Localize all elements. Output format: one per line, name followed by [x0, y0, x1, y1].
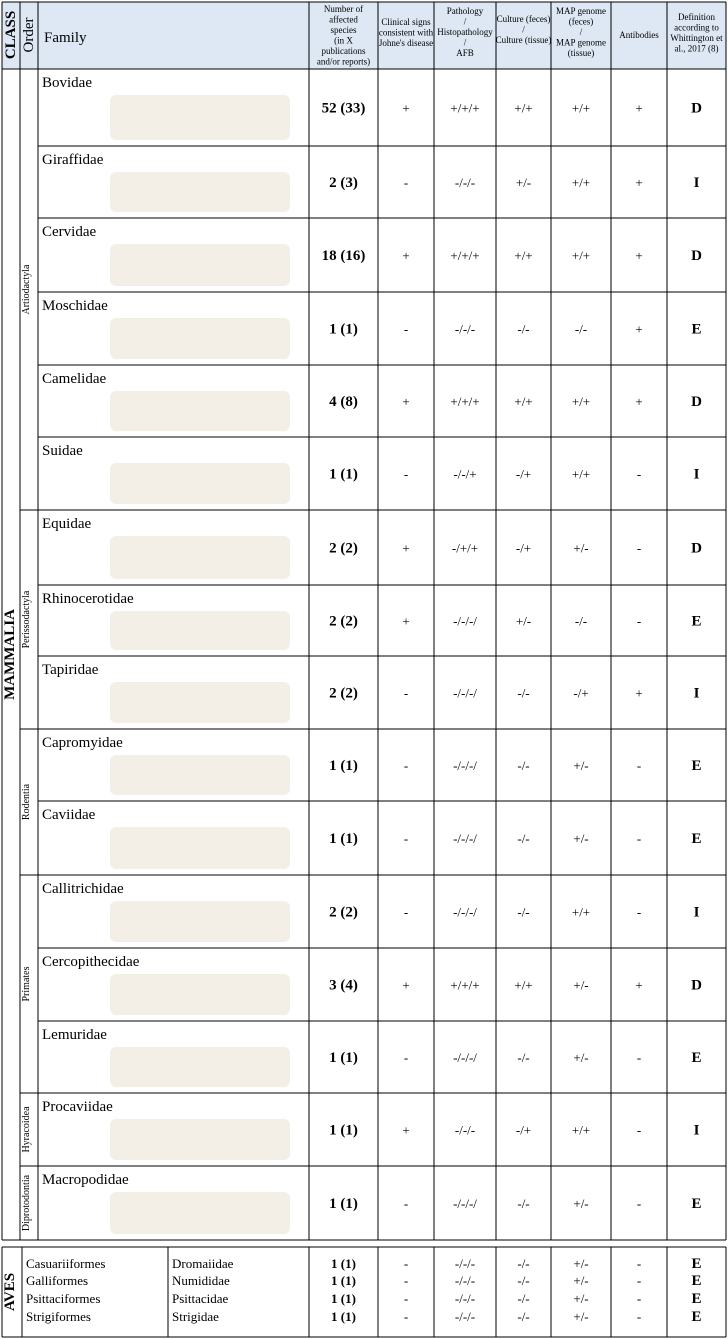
header-antibodies: Antibodies — [619, 30, 659, 40]
cell-pathology: -/-/-/ — [453, 904, 477, 920]
header-order-label: Order — [21, 17, 37, 53]
cell-culture: +/+ — [514, 100, 533, 116]
cell-pathology: -/-/-/ — [453, 758, 477, 773]
cell-map: +/- — [573, 540, 589, 556]
cell-culture: -/- — [517, 321, 530, 337]
cell-map: +/+ — [571, 394, 591, 409]
cell-definition: E — [691, 1050, 702, 1066]
order-label: Perissodactyla — [21, 590, 32, 649]
aves-cell-number: 1 (1) — [331, 1256, 356, 1271]
cell-number: 1 (1) — [329, 1122, 358, 1139]
cell-culture: -/+ — [515, 1122, 532, 1138]
cell-clinical: - — [403, 1050, 409, 1065]
cell-map: +/+ — [571, 100, 591, 116]
aves-cell-culture: -/- — [517, 1309, 530, 1324]
header-pathology-line: Pathology — [446, 6, 484, 16]
cell-number: 4 (8) — [329, 394, 358, 410]
cell-pathology: -/-/+ — [453, 466, 477, 482]
cell-culture: +/- — [515, 175, 532, 190]
cell-map: +/- — [573, 1050, 589, 1065]
cell-definition: E — [691, 321, 702, 338]
cell-antibodies: + — [635, 175, 643, 190]
aves-order: Casuariiformes — [26, 1256, 106, 1271]
family-name: Suidae — [42, 443, 83, 459]
aves-cell-definition: E — [691, 1309, 702, 1325]
aves-family: Psittacidae — [172, 1291, 229, 1306]
aves-cell-pathology: -/-/- — [454, 1256, 476, 1271]
header-class-label: CLASS — [3, 10, 19, 60]
cell-pathology: +/+/+ — [450, 394, 480, 409]
aves-cell-map: +/- — [573, 1309, 589, 1324]
cell-clinical: + — [402, 540, 410, 556]
cell-antibodies: + — [635, 394, 643, 409]
cell-definition: I — [693, 685, 700, 702]
cell-pathology: -/-/-/ — [453, 831, 477, 846]
header-family-label: Family — [44, 30, 87, 46]
family-name: Bovidae — [42, 75, 92, 91]
header-culture-line: Culture (tissue) — [495, 35, 552, 45]
cell-clinical: - — [403, 758, 409, 773]
cell-definition: D — [691, 394, 702, 410]
cell-map: -/+ — [573, 685, 589, 701]
cell-number: 1 (1) — [329, 758, 358, 774]
animal-illustration — [110, 318, 290, 359]
cell-antibodies: - — [636, 758, 642, 773]
cell-clinical: - — [403, 1196, 409, 1211]
family-name: Cercopithecidae — [42, 954, 140, 970]
cell-pathology: -/-/- — [454, 321, 476, 337]
aves-family: Strigidae — [172, 1309, 219, 1324]
cell-number: 1 (1) — [329, 1050, 358, 1066]
animal-illustration — [110, 682, 290, 723]
cell-map: +/- — [573, 1196, 589, 1211]
family-name: Procaviidae — [42, 1099, 113, 1115]
cell-definition: D — [691, 100, 702, 117]
order-label: Rodentia — [21, 783, 32, 821]
cell-definition: D — [691, 977, 702, 994]
cell-culture: -/- — [517, 1050, 530, 1065]
animal-illustration — [110, 391, 290, 431]
header-pathology-line: / — [463, 16, 467, 27]
cell-pathology: -/+/+ — [451, 540, 479, 556]
header-definition-line: according to — [674, 22, 719, 33]
cell-definition: I — [693, 1122, 700, 1139]
cell-number: 2 (3) — [329, 175, 358, 191]
cell-number: 1 (1) — [329, 1196, 358, 1212]
cell-antibodies: - — [636, 1196, 642, 1211]
cell-map: +/- — [573, 831, 589, 846]
cell-definition: D — [691, 248, 702, 264]
family-name: Tapiridae — [42, 662, 99, 678]
header-pathology-line: AFB — [456, 48, 474, 58]
aves-order: Galliformes — [26, 1273, 89, 1288]
animal-illustration — [110, 827, 290, 869]
aves-cell-antibodies: - — [636, 1256, 642, 1271]
class-label-mammalia: MAMMALIA — [2, 609, 18, 700]
header-number-line: Number of — [323, 4, 364, 14]
cell-culture: -/- — [517, 1196, 530, 1211]
cell-clinical: + — [402, 977, 410, 993]
cell-pathology: +/+/+ — [450, 977, 480, 993]
cell-clinical: - — [403, 831, 409, 846]
family-name: Callitrichidae — [42, 881, 124, 897]
cell-map: +/+ — [571, 904, 591, 920]
animal-illustration — [110, 172, 290, 212]
cell-pathology: -/-/- — [454, 175, 476, 190]
cell-definition: I — [693, 904, 700, 921]
aves-cell-number: 1 (1) — [331, 1291, 356, 1306]
cell-culture: -/- — [517, 758, 530, 773]
cell-number: 2 (2) — [329, 685, 358, 702]
cell-antibodies: - — [636, 540, 642, 556]
cell-clinical: + — [402, 248, 410, 263]
cell-map: +/+ — [571, 466, 591, 482]
aves-cell-pathology: -/-/- — [454, 1309, 476, 1324]
family-name: Moschidae — [42, 298, 108, 314]
aves-cell-definition: E — [691, 1273, 702, 1289]
cell-antibodies: + — [635, 977, 643, 993]
family-name: Giraffidae — [42, 152, 104, 168]
cell-definition: E — [691, 758, 702, 774]
header-culture-line: / — [522, 24, 525, 35]
cell-map: +/+ — [571, 248, 591, 263]
animal-illustration — [110, 611, 290, 650]
header-number-line: publications — [321, 46, 366, 56]
aves-cell-antibodies: - — [636, 1309, 642, 1324]
aves-cell-clinical: - — [403, 1256, 409, 1271]
cell-map: -/- — [574, 321, 588, 337]
header-number-line: species — [330, 25, 357, 35]
aves-cell-map: +/- — [573, 1256, 589, 1271]
animal-illustration — [110, 463, 290, 504]
cell-pathology: -/-/-/ — [453, 1196, 477, 1211]
cell-number: 2 (2) — [329, 613, 358, 630]
order-label: Diprotodontia — [21, 1174, 32, 1232]
header-map-line: (feces) — [568, 16, 594, 27]
aves-cell-antibodies: - — [636, 1273, 642, 1288]
cell-culture: -/+ — [515, 540, 532, 556]
order-label: Hyracoidea — [21, 1106, 32, 1153]
cell-pathology: +/+/+ — [450, 100, 480, 116]
cell-clinical: - — [403, 904, 409, 920]
family-name: Lemuridae — [42, 1027, 107, 1043]
aves-cell-culture: -/- — [517, 1291, 530, 1306]
aves-cell-definition: E — [691, 1291, 702, 1307]
animal-illustration — [110, 95, 290, 140]
cell-pathology: +/+/+ — [450, 248, 480, 263]
cell-pathology: -/-/-/ — [453, 613, 477, 629]
header-map-line: MAP genome — [556, 37, 606, 48]
aves-order: Psittaciformes — [26, 1291, 101, 1306]
cell-definition: I — [693, 466, 700, 483]
animal-illustration — [110, 1047, 290, 1087]
cell-antibodies: + — [635, 321, 643, 337]
aves-cell-pathology: -/-/- — [454, 1291, 476, 1306]
header-number-line: (in X — [334, 35, 353, 46]
cell-map: +/+ — [571, 175, 591, 190]
family-name: Cervidae — [42, 224, 97, 240]
cell-antibodies: + — [635, 248, 643, 263]
family-name: Capromyidae — [42, 735, 123, 751]
cell-map: +/- — [573, 977, 589, 993]
aves-cell-map: +/- — [573, 1273, 589, 1288]
class-label-aves: AVES — [2, 1272, 18, 1312]
order-label: Primates — [21, 966, 32, 1002]
header-pathology-line: Histopathology — [437, 27, 493, 37]
cell-map: +/- — [573, 758, 589, 773]
header-clinical-line: Johne's disease — [378, 38, 434, 48]
header-number-line: and/or reports) — [316, 56, 371, 67]
cell-antibodies: - — [636, 831, 642, 846]
cell-definition: E — [691, 1196, 702, 1212]
cell-pathology: -/-/- — [454, 1122, 476, 1138]
header-pathology-line: / — [463, 37, 467, 48]
cell-clinical: - — [403, 175, 409, 190]
cell-pathology: -/-/-/ — [453, 685, 477, 701]
header-definition-line: Definition — [678, 12, 715, 22]
cell-clinical: + — [402, 613, 410, 629]
cell-number: 2 (2) — [329, 540, 358, 557]
cell-clinical: - — [403, 685, 409, 701]
cell-culture: -/- — [517, 685, 530, 701]
cell-antibodies: - — [636, 1122, 642, 1138]
animal-illustration — [110, 755, 290, 795]
family-name: Caviidae — [42, 807, 96, 823]
cell-antibodies: + — [635, 100, 643, 116]
cell-pathology: -/-/-/ — [453, 1050, 477, 1065]
cell-antibodies: - — [636, 613, 642, 629]
cell-clinical: - — [403, 466, 409, 482]
cell-antibodies: - — [636, 1050, 642, 1065]
family-name: Equidae — [42, 516, 92, 532]
cell-map: -/- — [574, 613, 588, 629]
aves-cell-culture: -/- — [517, 1256, 530, 1271]
cell-number: 18 (16) — [321, 248, 366, 264]
cell-culture: +/+ — [514, 394, 533, 409]
aves-cell-number: 1 (1) — [331, 1273, 356, 1288]
cell-number: 1 (1) — [329, 321, 358, 338]
animal-illustration — [110, 536, 290, 579]
cell-culture: +/+ — [514, 977, 533, 993]
cell-definition: I — [693, 175, 700, 191]
aves-cell-pathology: -/-/- — [454, 1273, 476, 1288]
cell-culture: -/- — [517, 904, 530, 920]
animal-illustration — [110, 244, 290, 286]
aves-cell-map: +/- — [573, 1291, 589, 1306]
header-definition-line: al., 2017 (8) — [674, 43, 719, 54]
header-map-line: / — [579, 27, 583, 37]
family-name: Camelidae — [42, 371, 107, 387]
family-name: Macropodidae — [42, 1172, 129, 1188]
order-label: Artiodactyla — [21, 264, 32, 315]
animal-illustration — [110, 1192, 290, 1234]
header-culture-line: Culture (feces) — [496, 14, 551, 24]
animal-illustration — [110, 974, 290, 1015]
header-map-line: (tissue) — [567, 48, 595, 58]
aves-family: Dromaiidae — [172, 1256, 234, 1271]
aves-cell-clinical: - — [403, 1309, 409, 1324]
header-map-line: MAP genome — [556, 6, 606, 16]
aves-cell-definition: E — [691, 1256, 702, 1272]
header-clinical-line: Clinical signs — [381, 17, 431, 27]
cell-clinical: - — [403, 321, 409, 337]
cell-clinical: + — [402, 100, 410, 116]
aves-cell-culture: -/- — [517, 1273, 530, 1288]
cell-clinical: + — [402, 394, 410, 409]
aves-cell-clinical: - — [403, 1273, 409, 1288]
aves-family: Numididae — [172, 1273, 230, 1288]
cell-culture: +/+ — [514, 248, 533, 263]
aves-cell-number: 1 (1) — [331, 1309, 356, 1324]
cell-map: +/+ — [571, 1122, 591, 1138]
cell-definition: D — [691, 540, 702, 557]
aves-cell-clinical: - — [403, 1291, 409, 1306]
cell-culture: -/+ — [515, 466, 532, 482]
aves-cell-antibodies: - — [636, 1291, 642, 1306]
cell-culture: +/- — [515, 613, 532, 629]
cell-antibodies: - — [636, 466, 642, 482]
cell-number: 3 (4) — [329, 977, 358, 994]
cell-number: 2 (2) — [329, 904, 358, 921]
cell-number: 1 (1) — [329, 466, 358, 483]
cell-definition: E — [691, 613, 702, 630]
cell-culture: -/- — [517, 831, 530, 846]
animal-illustration — [110, 1119, 290, 1160]
cell-antibodies: - — [636, 904, 642, 920]
cell-number: 1 (1) — [329, 831, 358, 847]
family-name: Rhinocerotidae — [42, 591, 134, 607]
header-clinical-line: consistent with — [378, 27, 434, 38]
cell-definition: E — [691, 831, 702, 847]
header-definition-line: Whittington et — [670, 33, 723, 43]
cell-clinical: + — [402, 1122, 410, 1138]
header-number-line: affected — [329, 14, 358, 25]
aves-order: Strigiformes — [26, 1309, 91, 1324]
cell-antibodies: + — [635, 685, 643, 701]
cell-number: 52 (33) — [321, 100, 366, 117]
animal-illustration — [110, 901, 290, 942]
